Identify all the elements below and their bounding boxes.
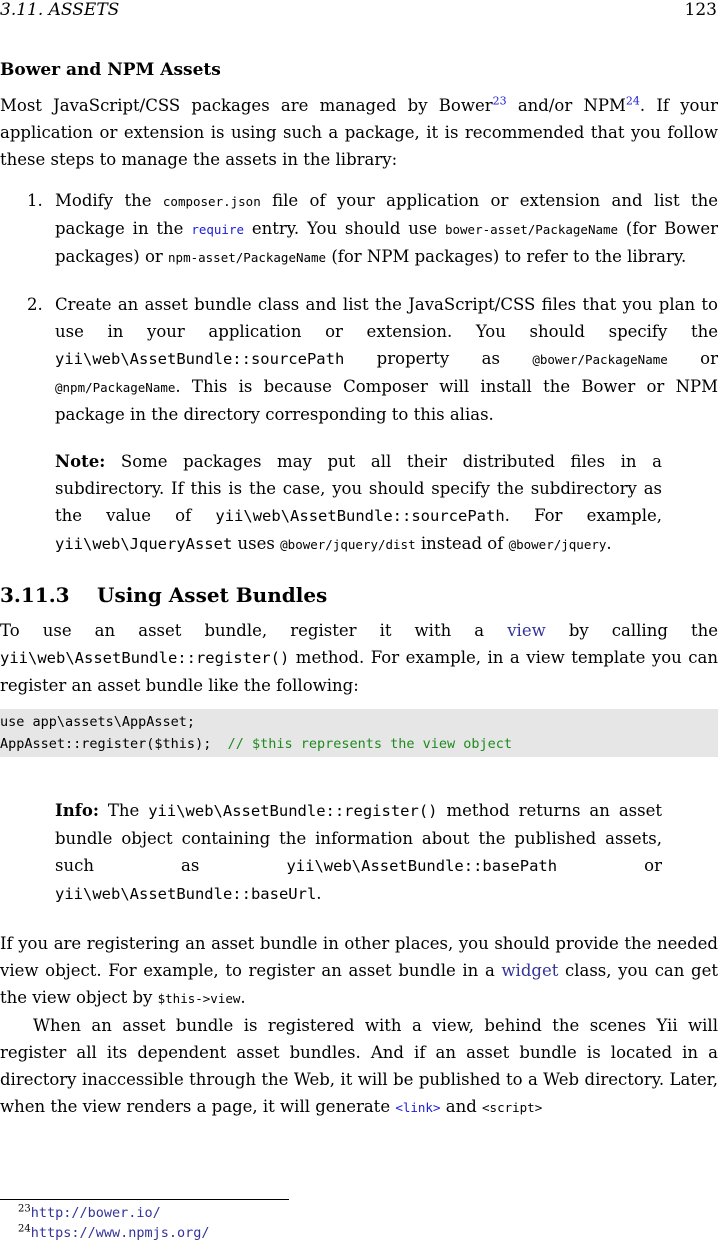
code-jquery-asset: yii\web\JqueryAsset [55, 535, 233, 553]
code-base-url: yii\web\AssetBundle::baseUrl [55, 885, 317, 903]
note-box: Note: Some packages may put all their distributed files in a subdirectory. If this is the case, you should specify the subdirectory as the value of yii\web\AssetBundle::sourcePath. For example, yii\web\JqueryAsset uses @bower/jquery/dist instead of @bower/jquery. [55, 452, 663, 553]
using-paragraph-2: If you are registering an asset bundle in other places, you should provide the needed view object. For example, to register an asset bundle in a widget class, you can get the view object by $this->view. [0, 934, 718, 1007]
steps-list [0, 187, 718, 428]
footnote-ref-24[interactable]: 24 [625, 94, 640, 108]
footnote-number: 23 [18, 1203, 31, 1215]
list-number: 1. [27, 191, 43, 210]
code-register: yii\web\AssetBundle::register() [0, 649, 290, 667]
view-link[interactable]: view [507, 621, 546, 640]
code-line-1: use app\assets\AppAsset; [0, 714, 196, 730]
code-source-path: yii\web\AssetBundle::sourcePath [55, 350, 345, 368]
footnote-23 [18, 1205, 161, 1221]
code-comment: // $this represents the view object [227, 736, 513, 752]
code-line-2: AppAsset::register($this); // $this represents the view object [0, 736, 513, 752]
subsection-heading: Bower and NPM Assets [0, 60, 221, 80]
list-number: 2. [27, 295, 43, 314]
code-script-tag: <script> [482, 1100, 543, 1115]
code-base-path: yii\web\AssetBundle::basePath [286, 857, 558, 875]
footnote-url[interactable]: http://bower.io/ [30, 1205, 161, 1221]
code-this-view: $this->view [157, 991, 241, 1006]
running-section-title: 3.11. ASSETS [0, 0, 120, 20]
code-jquery-dist: @bower/jquery/dist [280, 537, 416, 552]
code-bower-asset: bower-asset/PackageName [444, 222, 619, 237]
footnote-url[interactable]: https://www.npmjs.org/ [30, 1225, 210, 1241]
list-item: 1. Modify the composer.json file of your application or extension and list the package in the require entry. You should use bower-asset/PackageName (for Bower packages) or npm-asset/PackageName (for NPM packages) to refer to the library. [0, 187, 718, 271]
note-label: Note: [55, 452, 106, 471]
code-bower-alias: @bower/PackageName [532, 352, 668, 367]
footnote-number: 24 [18, 1223, 31, 1235]
code-register: yii\web\AssetBundle::register() [148, 802, 438, 820]
page-header [0, 0, 719, 22]
code-link-tag[interactable]: <link> [395, 1100, 441, 1115]
code-jquery-alias: @bower/jquery [508, 537, 607, 552]
widget-link[interactable]: widget [501, 961, 559, 980]
code-npm-asset: npm-asset/PackageName [168, 250, 327, 265]
using-paragraph-1: To use an asset bundle, register it with a view by calling the yii\web\AssetBundle::register() method. For example, in a view template you can register an asset bundle like the following: [0, 621, 718, 695]
page-body [0, 57, 718, 1121]
code-source-path: yii\web\AssetBundle::sourcePath [215, 507, 505, 525]
info-box: Info: The yii\web\AssetBundle::register() method returns an asset bundle object containing the information about the published assets, such as yii\web\AssetBundle::basePath or yii\web\AssetBundle::baseUrl. [55, 801, 662, 903]
section-title: Using Asset Bundles [97, 583, 328, 607]
require-link[interactable]: require [191, 222, 244, 237]
list-item: 2. Create an asset bundle class and list the JavaScript/CSS files that you plan to use in your application or extension. You should specify the yii\web\AssetBundle::sourcePath property as @bower/PackageName or @npm/PackageName. This is because Composer will install the Bower or NPM package in the directory corresponding to this alias. [0, 291, 718, 428]
section-heading [0, 582, 718, 609]
code-block [0, 709, 718, 757]
info-label: Info: [55, 801, 99, 820]
footnote-24 [18, 1225, 210, 1241]
code-composer-json: composer.json [162, 194, 261, 209]
bower-npm-intro: Most JavaScript/CSS packages are managed by Bower$^{23}$ and/or NPM$^{24}$. If your application or extension is using such a package, it is recommended that you follow these steps to manage the assets in the library: [0, 94, 718, 169]
footnote-ref-23[interactable]: 23 [492, 94, 507, 108]
section-number: 3.11.3 [0, 583, 70, 607]
using-paragraph-3: When an asset bundle is registered with a view, behind the scenes Yii will register all its dependent asset bundles. And if an asset bundle is located in a directory inaccessible through the Web, it will be published to a Web directory. Later, when the view renders a page, it will generate <link> and <script> [0, 1016, 718, 1116]
code-npm-alias: @npm/PackageName [55, 380, 176, 395]
page-number: 123 [684, 0, 717, 20]
footnote-divider [0, 1199, 289, 1200]
